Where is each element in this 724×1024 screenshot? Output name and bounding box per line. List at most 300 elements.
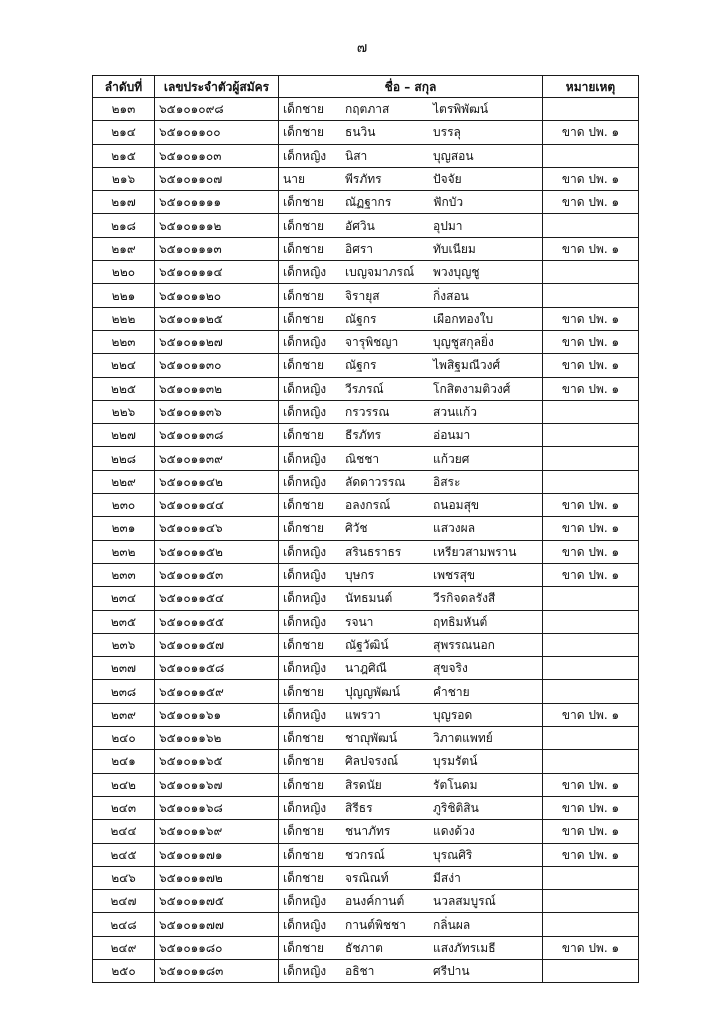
cell-remark — [543, 261, 639, 284]
cell-remark — [543, 447, 639, 470]
first-name: อิศรา — [345, 241, 374, 256]
cell-remark: ขาด ปพ. ๑ — [543, 820, 639, 843]
cell-name — [279, 400, 543, 423]
cell-name — [279, 261, 543, 284]
cell-applicant-id: ๖๕๑๐๑๑๓๖ — [155, 400, 279, 423]
cell-remark — [543, 890, 639, 913]
cell-applicant-id: ๖๕๑๐๑๑๔๖ — [155, 517, 279, 540]
name-title: เด็กชาย — [283, 288, 325, 303]
cell-applicant-id: ๖๕๑๐๑๑๔๒ — [155, 470, 279, 493]
cell-remark — [543, 959, 639, 982]
last-name: วิภาตแพทย์ — [433, 731, 493, 746]
first-name: อัศวิน — [345, 218, 375, 233]
table-row — [93, 284, 639, 307]
cell-name — [279, 447, 543, 470]
cell-applicant-id: ๖๕๑๐๑๑๕๔ — [155, 587, 279, 610]
cell-order: ๒๒๗ — [93, 424, 155, 447]
name-title: เด็กหญิง — [283, 544, 327, 559]
cell-remark: ขาด ปพ. ๑ — [543, 517, 639, 540]
cell-name — [279, 843, 543, 866]
cell-applicant-id: ๖๕๑๐๑๑๕๓ — [155, 563, 279, 586]
cell-applicant-id: ๖๕๑๐๑๑๑๓ — [155, 237, 279, 260]
name-title: เด็กหญิง — [283, 381, 327, 396]
cell-applicant-id: ๖๕๑๐๑๑๗๒ — [155, 866, 279, 889]
cell-name — [279, 936, 543, 959]
cell-order: ๒๒๒ — [93, 307, 155, 330]
cell-order: ๒๒๑ — [93, 284, 155, 307]
cell-order: ๒๔๓ — [93, 796, 155, 819]
table-row — [93, 703, 639, 726]
first-name: รจนา — [345, 614, 374, 629]
cell-order: ๒๓๘ — [93, 680, 155, 703]
cell-name — [279, 773, 543, 796]
name-title: นาย — [283, 172, 305, 187]
cell-name — [279, 890, 543, 913]
cell-order: ๒๑๕ — [93, 144, 155, 167]
cell-order: ๒๓๕ — [93, 610, 155, 633]
last-name: ฤทธิมหันต์ — [433, 614, 488, 629]
cell-name — [279, 307, 543, 330]
cell-order: ๒๓๔ — [93, 587, 155, 610]
cell-order: ๒๒๙ — [93, 470, 155, 493]
cell-order: ๒๓๓ — [93, 563, 155, 586]
first-name: ชวกรณ์ — [345, 847, 385, 862]
cell-order: ๒๔๕ — [93, 843, 155, 866]
table-row — [93, 890, 639, 913]
name-title: เด็กชาย — [283, 195, 325, 210]
cell-order: ๒๒๓ — [93, 330, 155, 353]
cell-order: ๒๒๖ — [93, 400, 155, 423]
name-title: เด็กชาย — [283, 521, 325, 536]
name-title: เด็กหญิง — [283, 474, 327, 489]
cell-applicant-id: ๖๕๑๐๑๑๕๕ — [155, 610, 279, 633]
last-name: อิสระ — [433, 474, 461, 489]
name-title: เด็กชาย — [283, 847, 325, 862]
cell-order: ๒๓๙ — [93, 703, 155, 726]
cell-applicant-id: ๖๕๑๐๑๐๙๘ — [155, 98, 279, 121]
cell-remark: ขาด ปพ. ๑ — [543, 167, 639, 190]
last-name: เผือกทองใบ — [433, 311, 494, 326]
first-name: จรณิณท์ — [345, 870, 389, 885]
cell-applicant-id: ๖๕๑๐๑๑๗๕ — [155, 890, 279, 913]
cell-remark: ขาด ปพ. ๑ — [543, 494, 639, 517]
cell-order: ๒๓๑ — [93, 517, 155, 540]
first-name: นิสา — [345, 148, 368, 163]
name-title: เด็กชาย — [283, 777, 325, 792]
cell-name — [279, 144, 543, 167]
cell-order: ๒๑๗ — [93, 191, 155, 214]
cell-order: ๒๑๘ — [93, 214, 155, 237]
cell-applicant-id: ๖๕๑๐๑๑๒๕ — [155, 307, 279, 330]
cell-order: ๒๔๖ — [93, 866, 155, 889]
cell-applicant-id: ๖๕๑๐๑๑๗๑ — [155, 843, 279, 866]
cell-order: ๒๒๔ — [93, 354, 155, 377]
table-row — [93, 261, 639, 284]
cell-name — [279, 98, 543, 121]
table-row — [93, 633, 639, 656]
cell-name — [279, 750, 543, 773]
first-name: อธิชา — [345, 964, 375, 979]
name-title: เด็กชาย — [283, 428, 325, 443]
table-row — [93, 237, 639, 260]
cell-order: ๒๓๒ — [93, 540, 155, 563]
last-name: เหรียวสามพราน — [433, 544, 517, 559]
table-body — [93, 98, 639, 983]
table-row — [93, 680, 639, 703]
table-row — [93, 750, 639, 773]
name-title: เด็กหญิง — [283, 405, 327, 419]
name-title: เด็กหญิง — [283, 335, 327, 350]
cell-name — [279, 470, 543, 493]
cell-name — [279, 284, 543, 307]
name-title: เด็กหญิง — [283, 801, 327, 816]
cell-remark: ขาด ปพ. ๑ — [543, 377, 639, 400]
cell-name — [279, 703, 543, 726]
name-title: เด็กชาย — [283, 754, 325, 769]
cell-remark — [543, 587, 639, 610]
cell-applicant-id: ๖๕๑๐๑๑๑๔ — [155, 261, 279, 284]
cell-remark — [543, 750, 639, 773]
first-name: อนงค์กานต์ — [345, 894, 405, 909]
cell-name — [279, 610, 543, 633]
cell-order: ๒๓๗ — [93, 657, 155, 680]
table-row — [93, 424, 639, 447]
table-row — [93, 866, 639, 889]
last-name: นวลสมบูรณ์ — [433, 894, 496, 909]
first-name: ณัฐวัฒิน์ — [345, 637, 389, 652]
name-title: เด็กหญิง — [283, 148, 327, 163]
cell-order: ๒๔๘ — [93, 913, 155, 936]
name-title: เด็กชาย — [283, 125, 325, 140]
cell-remark: ขาด ปพ. ๑ — [543, 191, 639, 214]
last-name: บรรลุ — [433, 125, 461, 140]
table-row — [93, 540, 639, 563]
cell-applicant-id: ๖๕๑๐๑๑๖๒ — [155, 727, 279, 750]
cell-remark — [543, 214, 639, 237]
first-name: บุษกร — [345, 568, 375, 583]
name-title: เด็กชาย — [283, 940, 325, 955]
cell-remark: ขาด ปพ. ๑ — [543, 237, 639, 260]
applicant-table — [92, 75, 639, 983]
cell-order: ๒๑๖ — [93, 167, 155, 190]
cell-order: ๒๑๔ — [93, 121, 155, 144]
cell-name — [279, 540, 543, 563]
cell-order: ๒๑๓ — [93, 98, 155, 121]
table-row — [93, 563, 639, 586]
table-row — [93, 377, 639, 400]
cell-order: ๒๔๑ — [93, 750, 155, 773]
last-name: แสวงผล — [433, 521, 476, 536]
header-applicant-id: เลขประจำตัวผู้สมัคร — [155, 76, 279, 98]
cell-applicant-id: ๖๕๑๐๑๑๕๗ — [155, 633, 279, 656]
name-title: เด็กหญิง — [283, 917, 327, 932]
last-name: แดงด้วง — [433, 824, 475, 839]
table-row — [93, 913, 639, 936]
table-row — [93, 214, 639, 237]
cell-name — [279, 563, 543, 586]
cell-order: ๒๔๙ — [93, 936, 155, 959]
table-row — [93, 121, 639, 144]
table-header-row — [93, 76, 639, 98]
last-name: คำชาย — [433, 684, 470, 699]
last-name: พวงบุญชู — [433, 265, 480, 280]
cell-applicant-id: ๖๕๑๐๑๑๑๑ — [155, 191, 279, 214]
first-name: ณัฏฐากร — [345, 195, 392, 210]
table-row — [93, 307, 639, 330]
cell-applicant-id: ๖๕๑๐๑๑๗๗ — [155, 913, 279, 936]
table-row — [93, 727, 639, 750]
cell-name — [279, 191, 543, 214]
name-title: เด็กชาย — [283, 241, 325, 256]
first-name: เบญจมาภรณ์ — [345, 265, 415, 280]
header-order: ลำดับที่ — [93, 76, 155, 98]
cell-name — [279, 121, 543, 144]
last-name: รัตโนดม — [433, 777, 478, 792]
cell-applicant-id: ๖๕๑๐๑๑๖๕ — [155, 750, 279, 773]
last-name: อุปมา — [433, 218, 463, 233]
last-name: บุญชูสกุลยิ่ง — [433, 335, 494, 350]
first-name: ณัฐกร — [345, 358, 377, 373]
cell-applicant-id: ๖๕๑๐๑๑๖๑ — [155, 703, 279, 726]
table-row — [93, 354, 639, 377]
cell-order: ๒๔๐ — [93, 727, 155, 750]
table-row — [93, 843, 639, 866]
first-name: พีรภัทร — [345, 172, 382, 187]
last-name: ภูริชิติสิน — [433, 801, 479, 816]
last-name: วีรกิจดลรังสี — [433, 591, 496, 606]
cell-order: ๒๒๐ — [93, 261, 155, 284]
name-title: เด็กชาย — [283, 311, 325, 326]
cell-applicant-id: ๖๕๑๐๑๑๘๓ — [155, 959, 279, 982]
cell-remark — [543, 470, 639, 493]
first-name: ชาญุพัฒน์ — [345, 731, 398, 746]
first-name: สิรดนัย — [345, 777, 382, 792]
table-row — [93, 167, 639, 190]
cell-name — [279, 633, 543, 656]
cell-name — [279, 680, 543, 703]
table-row — [93, 144, 639, 167]
cell-remark: ขาด ปพ. ๑ — [543, 796, 639, 819]
name-title: เด็กชาย — [283, 102, 325, 117]
cell-applicant-id: ๖๕๑๐๑๑๓๒ — [155, 377, 279, 400]
last-name: บุรมรัตน์ — [433, 754, 478, 769]
cell-applicant-id: ๖๕๑๐๑๑๓๘ — [155, 424, 279, 447]
cell-remark: ขาด ปพ. ๑ — [543, 307, 639, 330]
cell-applicant-id: ๖๕๑๐๑๑๐๓ — [155, 144, 279, 167]
cell-name — [279, 494, 543, 517]
name-title: เด็กชาย — [283, 218, 325, 233]
table-row — [93, 447, 639, 470]
cell-remark: ขาด ปพ. ๑ — [543, 540, 639, 563]
first-name: จารุพิชญา — [345, 335, 399, 350]
first-name: นาฎศิณี — [345, 661, 387, 676]
name-title: เด็กหญิง — [283, 451, 327, 466]
table-row — [93, 494, 639, 517]
last-name: มีสง่า — [433, 870, 461, 885]
cell-applicant-id: ๖๕๑๐๑๑๐๐ — [155, 121, 279, 144]
cell-name — [279, 866, 543, 889]
name-title: เด็กหญิง — [283, 707, 327, 722]
cell-name — [279, 424, 543, 447]
cell-applicant-id: ๖๕๑๐๑๑๕๒ — [155, 540, 279, 563]
cell-name — [279, 214, 543, 237]
cell-remark — [543, 633, 639, 656]
table-row — [93, 657, 639, 680]
table-row — [93, 610, 639, 633]
cell-remark — [543, 284, 639, 307]
cell-name — [279, 517, 543, 540]
last-name: สวนแก้ว — [433, 405, 478, 419]
first-name: ชนาภัทร — [345, 824, 391, 839]
cell-order: ๒๑๙ — [93, 237, 155, 260]
name-title: เด็กชาย — [283, 824, 325, 839]
page-number: ๗ — [356, 40, 368, 56]
first-name: กานต์พิชชา — [345, 917, 406, 932]
first-name: จิรายุส — [345, 288, 380, 303]
cell-remark — [543, 610, 639, 633]
first-name: แพรวา — [345, 707, 381, 722]
cell-name — [279, 959, 543, 982]
cell-applicant-id: ๖๕๑๐๑๑๖๙ — [155, 820, 279, 843]
cell-remark — [543, 866, 639, 889]
first-name: ธัชภาต — [345, 940, 383, 955]
last-name: ปัจจัย — [433, 172, 462, 187]
name-title: เด็กชาย — [283, 358, 325, 373]
first-name: กฤตภาส — [345, 102, 390, 117]
cell-applicant-id: ๖๕๑๐๑๑๓๙ — [155, 447, 279, 470]
cell-order: ๒๒๘ — [93, 447, 155, 470]
first-name: กรวรรณ — [345, 405, 390, 419]
last-name: แสงภัทรเมธี — [433, 940, 496, 955]
first-name: ธีรภัทร — [345, 428, 382, 443]
cell-remark: ขาด ปพ. ๑ — [543, 563, 639, 586]
name-title: เด็กหญิง — [283, 964, 327, 979]
first-name: สรินธราธร — [345, 544, 402, 559]
table-row — [93, 400, 639, 423]
cell-applicant-id: ๖๕๑๐๑๑๖๗ — [155, 773, 279, 796]
cell-remark — [543, 913, 639, 936]
first-name: วีรภรณ์ — [345, 381, 384, 396]
cell-name — [279, 657, 543, 680]
last-name: โกสิตงามติวงศ์ — [433, 381, 511, 396]
last-name: ถนอมสุข — [433, 498, 480, 513]
last-name: แก้วยศ — [433, 451, 470, 466]
first-name: อลงกรณ์ — [345, 498, 391, 513]
cell-remark — [543, 727, 639, 750]
cell-applicant-id: ๖๕๑๐๑๑๕๙ — [155, 680, 279, 703]
cell-name — [279, 167, 543, 190]
last-name: ศรีปาน — [433, 964, 470, 979]
table-row — [93, 330, 639, 353]
table-row — [93, 773, 639, 796]
first-name: นัทธมนต์ — [345, 591, 393, 606]
table-row — [93, 936, 639, 959]
cell-applicant-id: ๖๕๑๐๑๑๐๗ — [155, 167, 279, 190]
name-title: เด็กชาย — [283, 684, 325, 699]
name-title: เด็กหญิง — [283, 568, 327, 583]
cell-remark: ขาด ปพ. ๑ — [543, 936, 639, 959]
name-title: เด็กหญิง — [283, 894, 327, 909]
first-name: ธนวิน — [345, 125, 376, 140]
last-name: กลิ่นผล — [433, 917, 471, 932]
last-name: สุพรรณนอก — [433, 637, 495, 652]
cell-remark — [543, 98, 639, 121]
cell-order: ๒๔๔ — [93, 820, 155, 843]
last-name: ไตรพิพัฒน์ — [433, 102, 489, 117]
cell-name — [279, 727, 543, 750]
cell-name — [279, 354, 543, 377]
cell-remark: ขาด ปพ. ๑ — [543, 773, 639, 796]
cell-order: ๒๕๐ — [93, 959, 155, 982]
first-name: สิรีธร — [345, 801, 373, 816]
cell-remark — [543, 657, 639, 680]
cell-order: ๒๓๐ — [93, 494, 155, 517]
cell-remark: ขาด ปพ. ๑ — [543, 703, 639, 726]
header-name: ชื่อ – สกุล — [279, 76, 543, 98]
table-row — [93, 796, 639, 819]
last-name: ไพสิฐมณีวงศ์ — [433, 358, 501, 373]
table-row — [93, 517, 639, 540]
cell-name — [279, 796, 543, 819]
first-name: ศิวัช — [345, 521, 368, 536]
cell-applicant-id: ๖๕๑๐๑๑๑๒ — [155, 214, 279, 237]
cell-name — [279, 913, 543, 936]
cell-applicant-id: ๖๕๑๐๑๑๘๐ — [155, 936, 279, 959]
cell-remark: ขาด ปพ. ๑ — [543, 121, 639, 144]
last-name: ฟักบัว — [433, 195, 464, 210]
cell-remark — [543, 144, 639, 167]
last-name: สุขจริง — [433, 661, 468, 676]
first-name: ณัฐกร — [345, 311, 377, 326]
cell-order: ๒๒๕ — [93, 377, 155, 400]
first-name: ลัดดาวรรณ — [345, 474, 406, 489]
cell-remark: ขาด ปพ. ๑ — [543, 843, 639, 866]
table-row — [93, 98, 639, 121]
cell-name — [279, 377, 543, 400]
cell-order: ๒๔๒ — [93, 773, 155, 796]
name-title: เด็กชาย — [283, 731, 325, 746]
cell-remark — [543, 424, 639, 447]
name-title: เด็กชาย — [283, 870, 325, 885]
cell-applicant-id: ๖๕๑๐๑๑๕๘ — [155, 657, 279, 680]
last-name: กิ่งสอน — [433, 288, 469, 303]
cell-order: ๒๓๖ — [93, 633, 155, 656]
cell-applicant-id: ๖๕๑๐๑๑๒๐ — [155, 284, 279, 307]
cell-applicant-id: ๖๕๑๐๑๑๓๐ — [155, 354, 279, 377]
first-name: ณิชชา — [345, 451, 380, 466]
cell-remark — [543, 680, 639, 703]
cell-applicant-id: ๖๕๑๐๑๑๔๔ — [155, 494, 279, 517]
last-name: บุญสอน — [433, 148, 474, 163]
name-title: เด็กหญิง — [283, 265, 327, 280]
cell-order: ๒๔๗ — [93, 890, 155, 913]
name-title: เด็กหญิง — [283, 661, 327, 676]
cell-applicant-id: ๖๕๑๐๑๑๒๗ — [155, 330, 279, 353]
last-name: บุรณศิริ — [433, 847, 473, 862]
cell-remark: ขาด ปพ. ๑ — [543, 354, 639, 377]
table-row — [93, 191, 639, 214]
last-name: บุญรอด — [433, 707, 473, 722]
cell-name — [279, 820, 543, 843]
last-name: ทับเนียม — [433, 241, 476, 256]
name-title: เด็กชาย — [283, 637, 325, 652]
table-row — [93, 470, 639, 493]
header-remark: หมายเหตุ — [543, 76, 639, 98]
name-title: เด็กชาย — [283, 498, 325, 513]
name-title: เด็กหญิง — [283, 614, 327, 629]
name-title: เด็กหญิง — [283, 591, 327, 606]
cell-name — [279, 330, 543, 353]
